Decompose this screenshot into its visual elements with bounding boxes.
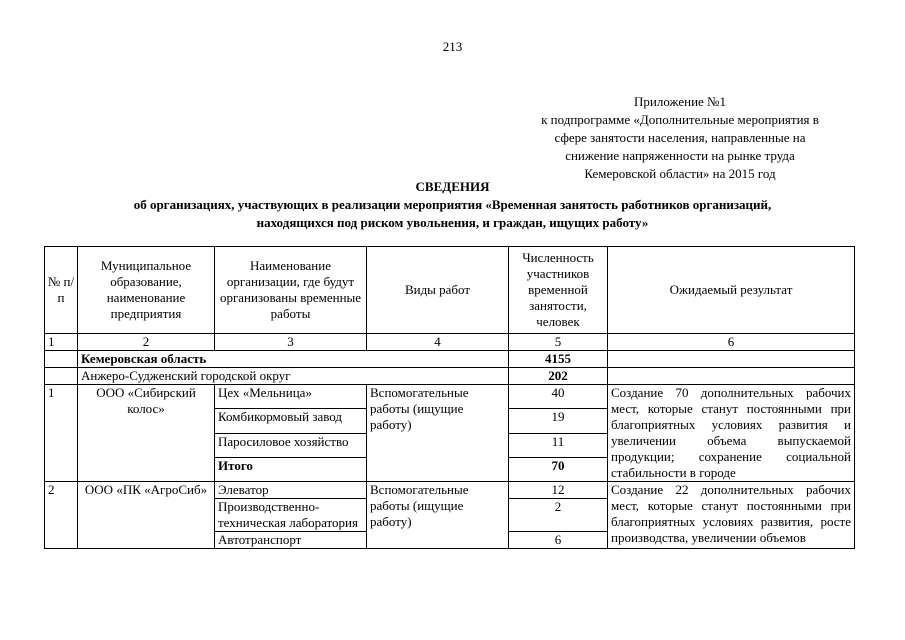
total-label: Итого bbox=[215, 457, 367, 481]
header-work-type: Виды работ bbox=[367, 247, 509, 334]
header-municipality: Муниципальное образование, наименование предприятия bbox=[78, 247, 215, 334]
unit-count: 2 bbox=[509, 499, 608, 532]
appendix-line: снижение напряженности на рынке труда bbox=[565, 148, 795, 163]
title-heading: СВЕДЕНИЯ bbox=[415, 179, 490, 194]
region-name: Кемеровская область bbox=[78, 351, 509, 368]
header-participants: Численность участников временной занятости, человек bbox=[509, 247, 608, 334]
unit-name: Комбикормовый завод bbox=[215, 409, 367, 433]
work-type: Вспомогательные работы (ищущие работу) bbox=[367, 385, 509, 482]
unit-count: 6 bbox=[509, 532, 608, 549]
unit-name: Цех «Мельница» bbox=[215, 385, 367, 409]
district-count: 202 bbox=[509, 368, 608, 385]
district-row bbox=[45, 368, 855, 385]
document-title bbox=[40, 178, 865, 232]
org-name: ООО «Сибирский колос» bbox=[78, 385, 215, 482]
work-type: Вспомогательные работы (ищущие работу) bbox=[367, 482, 509, 549]
unit-count: 11 bbox=[509, 433, 608, 457]
expected-result: Создание 22 дополнительных рабочих мест, которые станут постоянными при благоприятных условиях развития, росте производства, увеличении объемов bbox=[608, 482, 855, 549]
unit-name: Паросиловое хозяйство bbox=[215, 433, 367, 457]
column-number: 5 bbox=[509, 334, 608, 351]
org-number: 1 bbox=[45, 385, 78, 482]
table-header-row bbox=[45, 247, 855, 334]
region-count: 4155 bbox=[509, 351, 608, 368]
table-row bbox=[45, 385, 855, 409]
appendix-note bbox=[515, 93, 845, 183]
unit-count: 19 bbox=[509, 409, 608, 433]
table-row bbox=[45, 482, 855, 499]
column-number: 2 bbox=[78, 334, 215, 351]
column-number: 3 bbox=[215, 334, 367, 351]
district-name: Анжеро-Судженский городской округ bbox=[78, 368, 509, 385]
header-result: Ожидаемый результат bbox=[608, 247, 855, 334]
unit-name: Элеватор bbox=[215, 482, 367, 499]
unit-count: 12 bbox=[509, 482, 608, 499]
organizations-table bbox=[44, 246, 855, 549]
org-number: 2 bbox=[45, 482, 78, 549]
unit-name: Автотранспорт bbox=[215, 532, 367, 549]
appendix-line: Кемеровской области» на 2015 год bbox=[584, 166, 776, 181]
total-count: 70 bbox=[509, 457, 608, 481]
region-row bbox=[45, 351, 855, 368]
page-number: 213 bbox=[442, 39, 463, 54]
org-name: ООО «ПК «АгроСиб» bbox=[78, 482, 215, 549]
title-line: об организациях, участвующих в реализации мероприятия «Временная занятость работников организаций, bbox=[133, 197, 772, 212]
header-organization: Наименование организации, где будут организованы временные работы bbox=[215, 247, 367, 334]
column-number: 1 bbox=[45, 334, 78, 351]
column-number: 4 bbox=[367, 334, 509, 351]
appendix-line: Приложение №1 bbox=[634, 94, 726, 109]
title-line: находящихся под риском увольнения, и граждан, ищущих работу» bbox=[256, 215, 649, 230]
unit-count: 40 bbox=[509, 385, 608, 409]
header-number: № п/п bbox=[45, 247, 78, 334]
expected-result: Создание 70 дополнительных рабочих мест, которые станут постоянными при благоприятных условиях развития и увеличении объема выпускаемой продукции; сохранение социальной стабильности в городе bbox=[608, 385, 855, 482]
appendix-line: к подпрограмме «Дополнительные мероприятия в bbox=[541, 112, 819, 127]
column-numbers-row bbox=[45, 334, 855, 351]
unit-name: Производственно-техническая лаборатория bbox=[215, 499, 367, 532]
appendix-line: сфере занятости населения, направленные на bbox=[554, 130, 806, 145]
column-number: 6 bbox=[608, 334, 855, 351]
